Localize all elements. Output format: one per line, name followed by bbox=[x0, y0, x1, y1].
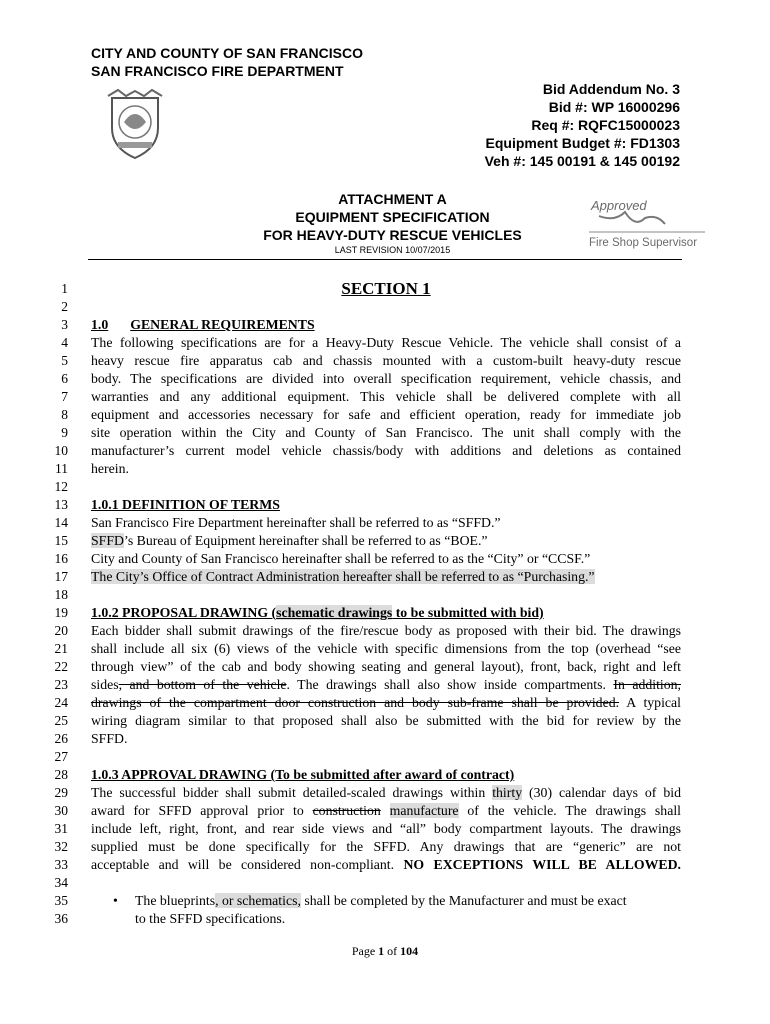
deleted-text: In addition, bbox=[613, 677, 681, 692]
bullet-icon: • bbox=[113, 893, 118, 908]
line-number: 27 bbox=[54, 749, 68, 764]
line-number: 7 bbox=[61, 389, 68, 404]
paragraph-line: sides, and bottom of the vehicle. The drawings shall also show inside compartments. In addition, bbox=[91, 677, 681, 692]
approval-drawing-heading: 1.0.3 APPROVAL DRAWING (To be submitted after award of contract) bbox=[91, 767, 515, 782]
line-number-column bbox=[30, 280, 68, 928]
line-number: 18 bbox=[54, 587, 68, 602]
line-number: 12 bbox=[54, 479, 68, 494]
definition-city: City and County of San Francisco hereinafter shall be referred to as the “City” or “CCSF.” bbox=[91, 551, 591, 566]
line-number: 30 bbox=[54, 803, 68, 818]
paragraph-line: manufacturer’s current model vehicle chassis/body with additions and deletions as contained bbox=[91, 443, 681, 458]
line-number: 23 bbox=[54, 677, 68, 692]
page-footer: Page 1 of 104 bbox=[351, 944, 419, 958]
bid-number: Bid #: WP 16000296 bbox=[548, 99, 680, 115]
paragraph-line: supplied must be done specifically for the SFFD. Any drawings that are “generic” are not bbox=[91, 839, 681, 854]
line-number: 33 bbox=[54, 857, 68, 872]
line-number: 21 bbox=[54, 641, 68, 656]
equipment-budget: Equipment Budget #: FD1303 bbox=[485, 135, 680, 151]
definition-sffd: San Francisco Fire Department hereinafter shall be referred to as “SFFD.” bbox=[91, 515, 501, 530]
proposal-drawing-heading: 1.0.2 PROPOSAL DRAWING (schematic drawings to be submitted with bid) bbox=[91, 605, 544, 620]
line-number: 13 bbox=[54, 497, 68, 512]
line-number: 22 bbox=[54, 659, 68, 674]
signature-scribble bbox=[599, 212, 665, 224]
line-number: 32 bbox=[54, 839, 68, 854]
line-number: 29 bbox=[54, 785, 68, 800]
line-number: 10 bbox=[54, 443, 68, 458]
vehicle-numbers: Veh #: 145 00191 & 145 00192 bbox=[484, 153, 680, 169]
line-number: 1 bbox=[61, 281, 68, 296]
document-body bbox=[91, 280, 681, 928]
line-number: 36 bbox=[54, 911, 68, 926]
paragraph-line: heavy rescue fire apparatus cab and chassis mounted with a custom-built heavy-duty rescue bbox=[91, 353, 681, 368]
paragraph-line: drawings of the compartment door construction and body sub-frame shall be provided. A typical bbox=[91, 695, 681, 710]
line-number: 5 bbox=[61, 353, 68, 368]
paragraph-line: herein. bbox=[91, 461, 129, 476]
department-name-line: SAN FRANCISCO FIRE DEPARTMENT bbox=[91, 63, 344, 79]
paragraph-line: award for SFFD approval prior to construction manufacture of the vehicle. The drawings shall bbox=[91, 803, 681, 818]
paragraph-line: warranties and any additional equipment. This vehicle shall be delivered complete with all bbox=[91, 389, 681, 404]
line-number: 9 bbox=[61, 425, 68, 440]
line-number: 17 bbox=[54, 569, 68, 584]
attachment-label: ATTACHMENT A bbox=[338, 191, 447, 207]
stamp-supervisor-text: Fire Shop Supervisor bbox=[589, 237, 698, 249]
current-page: 1 bbox=[378, 944, 385, 958]
organization-header bbox=[91, 44, 363, 80]
line-number: 6 bbox=[61, 371, 68, 386]
line-number: 34 bbox=[54, 875, 68, 890]
line-number: 16 bbox=[54, 551, 68, 566]
org-name-line: CITY AND COUNTY OF SAN FRANCISCO bbox=[91, 45, 363, 61]
specification-label: EQUIPMENT SPECIFICATION bbox=[295, 209, 490, 225]
bid-addendum: Bid Addendum No. 3 bbox=[542, 81, 680, 97]
line-number: 31 bbox=[54, 821, 68, 836]
deleted-text: construction bbox=[312, 803, 381, 818]
line-number: 15 bbox=[54, 533, 68, 548]
paragraph-line: acceptable and will be considered non-compliant. NO EXCEPTIONS WILL BE ALLOWED. bbox=[91, 857, 681, 872]
bullet-item: • The blueprints, or schematics, shall be completed by the Manufacturer and must be exact bbox=[113, 893, 627, 908]
line-number: 26 bbox=[54, 731, 68, 746]
paragraph-line: The following specifications are for a Heavy-Duty Rescue Vehicle. The vehicle shall consist of a bbox=[91, 335, 681, 350]
paragraph-line: shall include all six (6) views of the vehicle with specific dimensions from the top (overhead “see bbox=[91, 641, 681, 656]
vehicle-type-label: FOR HEAVY-DUTY RESCUE VEHICLES bbox=[263, 227, 522, 243]
general-requirements-heading: 1.0 GENERAL REQUIREMENTS bbox=[91, 317, 315, 332]
paragraph-line: body. The specifications are divided into overall specification requirement, vehicle chassis, and bbox=[91, 371, 681, 386]
bid-reference-block bbox=[485, 80, 680, 170]
line-number: 19 bbox=[54, 605, 68, 620]
line-number: 14 bbox=[54, 515, 68, 530]
line-number: 24 bbox=[54, 695, 68, 710]
paragraph-line: site operation within the City and County of San Francisco. The unit shall comply with the bbox=[91, 425, 681, 440]
definition-purchasing: The City’s Office of Contract Administration hereafter shall be referred to as “Purchasing.” bbox=[91, 569, 595, 584]
paragraph-line: equipment and accessories necessary for safe and efficient operation, ready for immediate job bbox=[91, 407, 681, 422]
approval-stamp bbox=[585, 192, 710, 254]
paragraph-line: SFFD. bbox=[91, 731, 128, 746]
paragraph-line: include left, right, front, and rear side views and “all” body compartment layouts. The drawings bbox=[91, 821, 681, 836]
total-pages: 104 bbox=[400, 944, 419, 958]
bullet-item-continuation: to the SFFD specifications. bbox=[135, 911, 286, 926]
req-number: Req #: RQFC15000023 bbox=[531, 117, 680, 133]
paragraph-line: through view” of the cab and body showing seating and general layout), front, back, right and left bbox=[91, 659, 681, 674]
stamp-approved-text: Approved bbox=[591, 198, 647, 213]
section-title: SECTION 1 bbox=[341, 279, 431, 298]
line-number: 11 bbox=[55, 461, 68, 476]
line-number: 25 bbox=[54, 713, 68, 728]
definition-boe: SFFD’s Bureau of Equipment hereinafter shall be referred to as “BOE.” bbox=[91, 533, 488, 548]
line-number: 3 bbox=[61, 317, 68, 332]
paragraph-line: Each bidder shall submit drawings of the fire/rescue body as proposed with their bid. The drawings bbox=[91, 623, 681, 638]
line-number: 28 bbox=[54, 767, 68, 782]
line-number: 8 bbox=[61, 407, 68, 422]
paragraph-line: The successful bidder shall submit detailed-scaled drawings within thirty (30) calendar days of bid bbox=[91, 785, 681, 800]
line-number: 4 bbox=[61, 335, 68, 350]
paragraph-line: wiring diagram similar to that proposed shall also be submitted with the bid for review by the bbox=[91, 713, 681, 728]
line-number: 2 bbox=[61, 299, 68, 314]
header-divider bbox=[88, 259, 682, 260]
city-seal-icon bbox=[104, 88, 166, 160]
line-number: 20 bbox=[54, 623, 68, 638]
deleted-text: , and bottom of the vehicle bbox=[118, 677, 287, 692]
deleted-text: drawings of the compartment door construction and body sub-frame shall be provided. bbox=[91, 695, 620, 710]
attachment-title-block bbox=[200, 190, 585, 256]
revision-date: LAST REVISION 10/07/2015 bbox=[334, 245, 451, 255]
line-number: 35 bbox=[54, 893, 68, 908]
definition-of-terms-heading: 1.0.1 DEFINITION OF TERMS bbox=[91, 497, 280, 512]
